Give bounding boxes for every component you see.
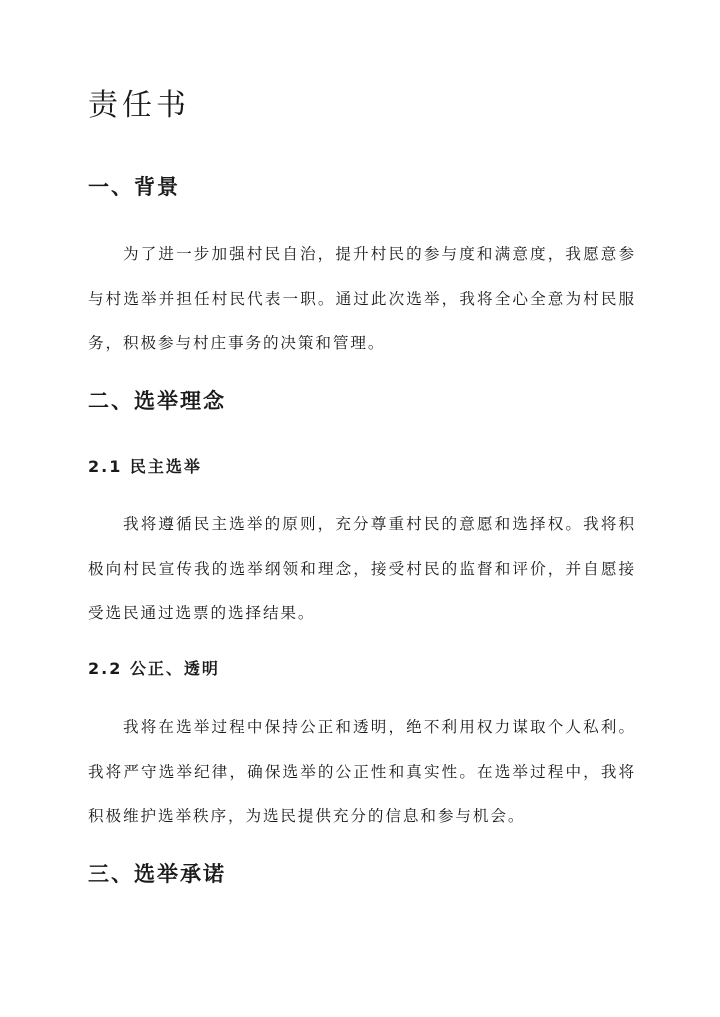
section-heading-election-philosophy: 二、选举理念 <box>88 389 226 413</box>
subsection-heading-democratic-election: 2.1 民主选举 <box>88 457 202 476</box>
section-heading-background: 一、背景 <box>88 175 180 199</box>
subsection-paragraph-fair-transparent: 我将在选举过程中保持公正和透明，绝不利用权力谋取个人私利。我将严守选举纪律，确保选举的公正性和真实性。在选举过程中，我将积极维护选举秩序，为选民提供充分的信息和参与机会。 <box>88 718 636 825</box>
subsection-heading-fair-transparent: 2.2 公正、透明 <box>88 659 220 678</box>
section-heading-election-commitment: 三、选举承诺 <box>88 862 226 886</box>
section-paragraph-background: 为了进一步加强村民自治，提升村民的参与度和满意度，我愿意参与村选举并担任村民代表一职。通过此次选举，我将全心全意为村民服务，积极参与村庄事务的决策和管理。 <box>88 245 636 352</box>
subsection-paragraph-democratic-election: 我将遵循民主选举的原则，充分尊重村民的意愿和选择权。我将积极向村民宣传我的选举纲领和理念，接受村民的监督和评价，并自愿接受选民通过选票的选择结果。 <box>88 515 636 622</box>
document-title: 责任书 <box>88 88 190 123</box>
